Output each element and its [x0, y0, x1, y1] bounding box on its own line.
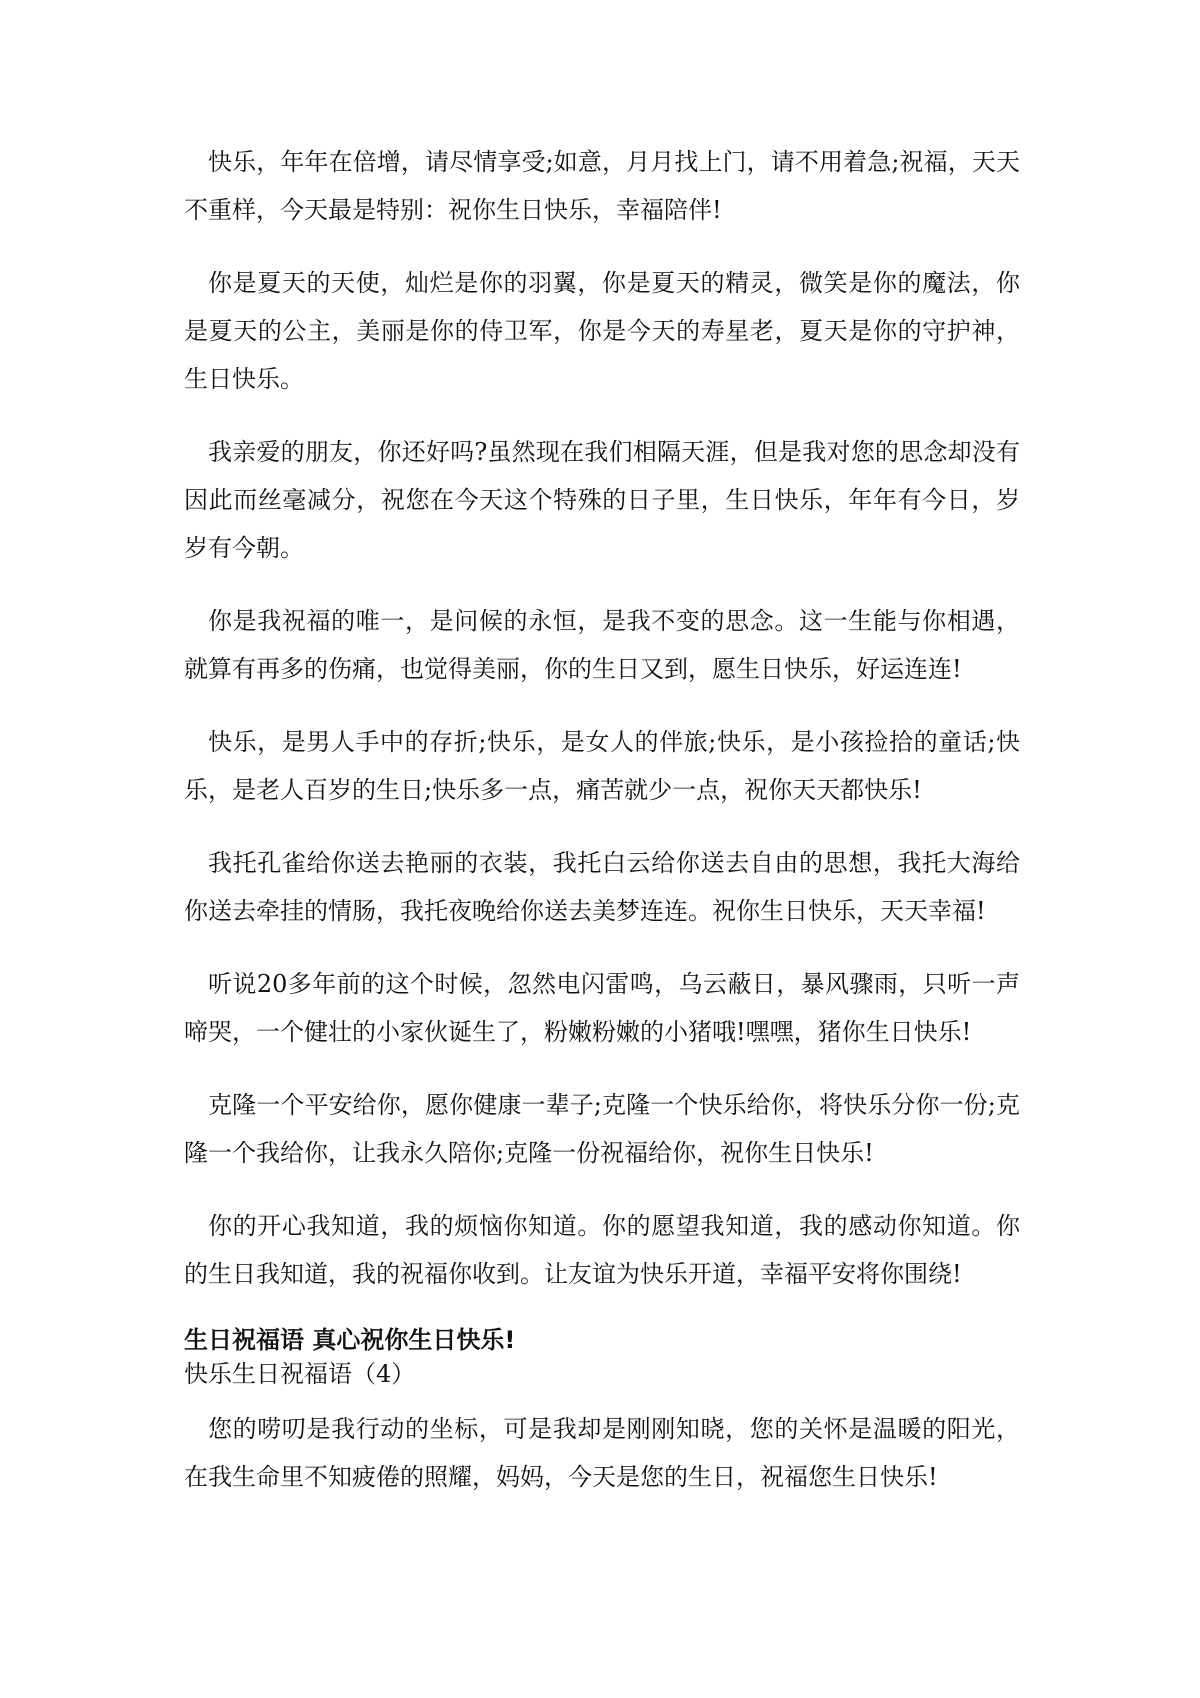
paragraph: 克隆一个平安给你，愿你健康一辈子;克隆一个快乐给你，将快乐分你一份;克隆一个我给你，让我永久陪你;克隆一份祝福给你，祝你生日快乐! [184, 1091, 1020, 1167]
paragraph: 我托孔雀给你送去艳丽的衣装，我托白云给你送去自由的思想，我托大海给你送去牵挂的情肠，我托夜晚给你送去美梦连连。祝你生日快乐，天天幸福! [184, 849, 1020, 925]
paragraph: 快乐，是男人手中的存折;快乐，是女人的伴旅;快乐，是小孩捡拾的童话;快乐，是老人百岁的生日;快乐多一点，痛苦就少一点，祝你天天都快乐! [184, 728, 1020, 804]
section-heading: 生日祝福语 真心祝你生日快乐! [184, 1326, 516, 1354]
paragraph: 快乐，年年在倍增，请尽情享受;如意，月月找上门，请不用着急;祝福，天天不重样，今天最是特别：祝你生日快乐，幸福陪伴! [184, 148, 1020, 224]
paragraph: 您的唠叨是我行动的坐标，可是我却是刚刚知晓，您的关怀是温暖的阳光，在我生命里不知疲倦的照耀，妈妈，今天是您的生日，祝福您生日快乐! [184, 1415, 1020, 1491]
paragraph: 你是夏天的天使，灿烂是你的羽翼，你是夏天的精灵，微笑是你的魔法，你是夏天的公主，美丽是你的侍卫军，你是今天的寿星老，夏天是你的守护神，生日快乐。 [184, 269, 1020, 393]
paragraph: 听说20多年前的这个时候，忽然电闪雷鸣，乌云蔽日，暴风骤雨，只听一声啼哭，一个健壮的小家伙诞生了，粉嫩粉嫩的小猪哦!嘿嘿，猪你生日快乐! [184, 970, 1020, 1046]
paragraph: 我亲爱的朋友，你还好吗?虽然现在我们相隔天涯，但是我对您的思念却没有因此而丝毫减分，祝您在今天这个特殊的日子里，生日快乐，年年有今日，岁岁有今朝。 [184, 438, 1020, 562]
paragraph: 你是我祝福的唯一，是问候的永恒，是我不变的思念。这一生能与你相遇，就算有再多的伤痛，也觉得美丽，你的生日又到，愿生日快乐，好运连连! [184, 607, 1020, 683]
section-subheading: 快乐生日祝福语（4） [184, 1360, 416, 1388]
greeting-section [184, 1323, 1020, 1501]
paragraph: 你的开心我知道，我的烦恼你知道。你的愿望我知道，我的感动你知道。你的生日我知道，我的祝福你收到。让友谊为快乐开道，幸福平安将你围绕! [184, 1212, 1020, 1288]
